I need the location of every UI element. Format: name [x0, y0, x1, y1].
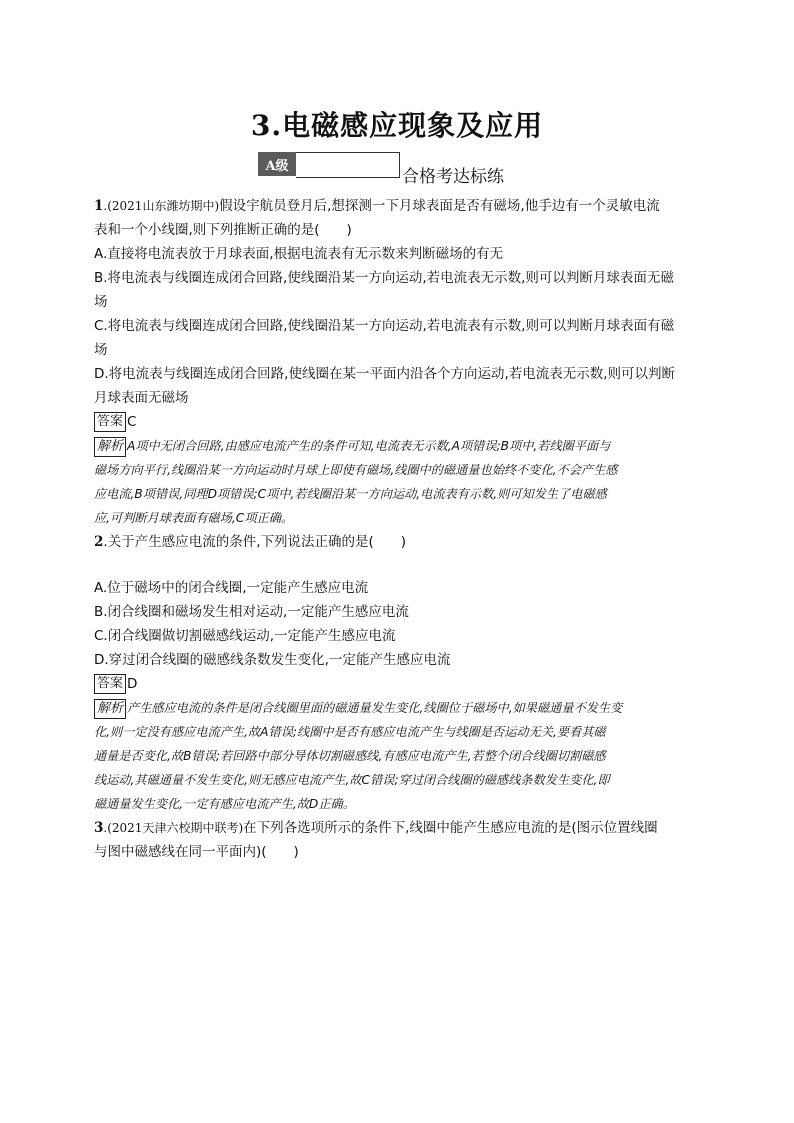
option-c: C.闭合线圈做切割磁感线运动,一定能产生感应电流 [94, 628, 396, 644]
answer-tag: 答案 [94, 674, 126, 694]
explanation [94, 696, 706, 816]
question-number: 2 [94, 534, 104, 550]
question-stem: .关于产生感应电流的条件,下列说法正确的是( ) [103, 534, 407, 550]
answer-row [94, 410, 706, 434]
option-d-cont: 月球表面无磁场 [94, 390, 189, 406]
question-source: .(2021山东潍坊期中) [103, 199, 220, 213]
level-label: 合格考达标练 [402, 167, 504, 187]
option-d: D.将电流表与线圈连成闭合回路,使线圈在某一平面内沿各个方向运动,若电流表无示数,则可以判断 [94, 366, 676, 382]
option-d: D.穿过闭合线圈的磁感线条数发生变化,一定能产生感应电流 [94, 652, 451, 668]
explanation [94, 434, 706, 530]
option-b: B.将电流表与线圈连成闭合回路,使线圈沿某一方向运动,若电流表无示数,则可以判断月球表面无磁 [94, 270, 674, 286]
question-2 [94, 530, 706, 816]
question-source: .(2021天津六校期中联考) [103, 821, 244, 835]
explanation-text: 应电流,B项错误,同理D项错误;C项中,若线圈沿某一方向运动,电流表有示数,则可知发生了电磁感 [94, 487, 607, 501]
answer-value: D [127, 676, 138, 692]
option-c: C.将电流表与线圈连成闭合回路,使线圈沿某一方向运动,若电流表有示数,则可以判断月球表面有磁 [94, 318, 675, 334]
question-3 [94, 816, 706, 864]
answer-row [94, 672, 706, 696]
explanation-text: 线运动,其磁通量不发生变化,则无感应电流产生,故C错误;穿过闭合线圈的磁感线条数发生变化,即 [94, 773, 610, 787]
option-b: B.闭合线圈和磁场发生相对运动,一定能产生感应电流 [94, 604, 409, 620]
option-a: A.直接将电流表放于月球表面,根据电流表有无示数来判断磁场的有无 [94, 246, 504, 262]
question-stem: 假设宇航员登月后,想探测一下月球表面是否有磁场,他手边有一个灵敏电流 [219, 198, 660, 214]
answer-tag: 答案 [94, 412, 126, 432]
page-title: 3.电磁感应现象及应用 [250, 109, 544, 142]
option-a: A.位于磁场中的闭合线圈,一定能产生感应电流 [94, 580, 369, 596]
explanation-text: 化,则一定没有感应电流产生,故A错误;线圈中是否有感应电流产生与线圈是否运动无关,要看其磁 [94, 725, 606, 739]
question-number: 3 [94, 820, 104, 836]
level-header [258, 150, 504, 187]
explanation-tag: 解析 [94, 437, 126, 457]
answer-value: C [127, 414, 137, 430]
level-badge: A级 [258, 152, 296, 176]
option-c-cont: 场 [94, 342, 108, 358]
questions [94, 194, 706, 864]
question-stem: 表和一个小线圈,则下列推断正确的是( ) [94, 222, 352, 238]
explanation-text: 产生感应电流的条件是闭合线圈里面的磁通量发生变化,线圈位于磁场中,如果磁通量不发生变 [127, 701, 623, 715]
explanation-text: 应,可判断月球表面有磁场,C项正确。 [94, 511, 294, 525]
question-1 [94, 194, 706, 530]
level-box [296, 152, 400, 178]
explanation-text: A项中无闭合回路,由感应电流产生的条件可知,电流表无示数,A项错误;B项中,若线圈平面与 [127, 439, 611, 453]
explanation-text: 磁通量发生变化,一定有感应电流产生,故D正确。 [94, 797, 355, 811]
explanation-text: 磁场方向平行,线圈沿某一方向运动时月球上即使有磁场,线圈中的磁通量也始终不变化,不会产生感 [94, 463, 618, 477]
question-stem: 在下列各选项所示的条件下,线圈中能产生感应电流的是(图示位置线圈 [243, 820, 658, 836]
explanation-text: 通量是否变化,故B错误;若回路中部分导体切割磁感线,有感应电流产生,若整个闭合线圈切割磁感 [94, 749, 606, 763]
question-stem: 与图中磁感线在同一平面内)( ) [94, 844, 299, 860]
explanation-tag: 解析 [94, 699, 126, 719]
question-number: 1 [94, 198, 104, 214]
option-b-cont: 场 [94, 294, 108, 310]
